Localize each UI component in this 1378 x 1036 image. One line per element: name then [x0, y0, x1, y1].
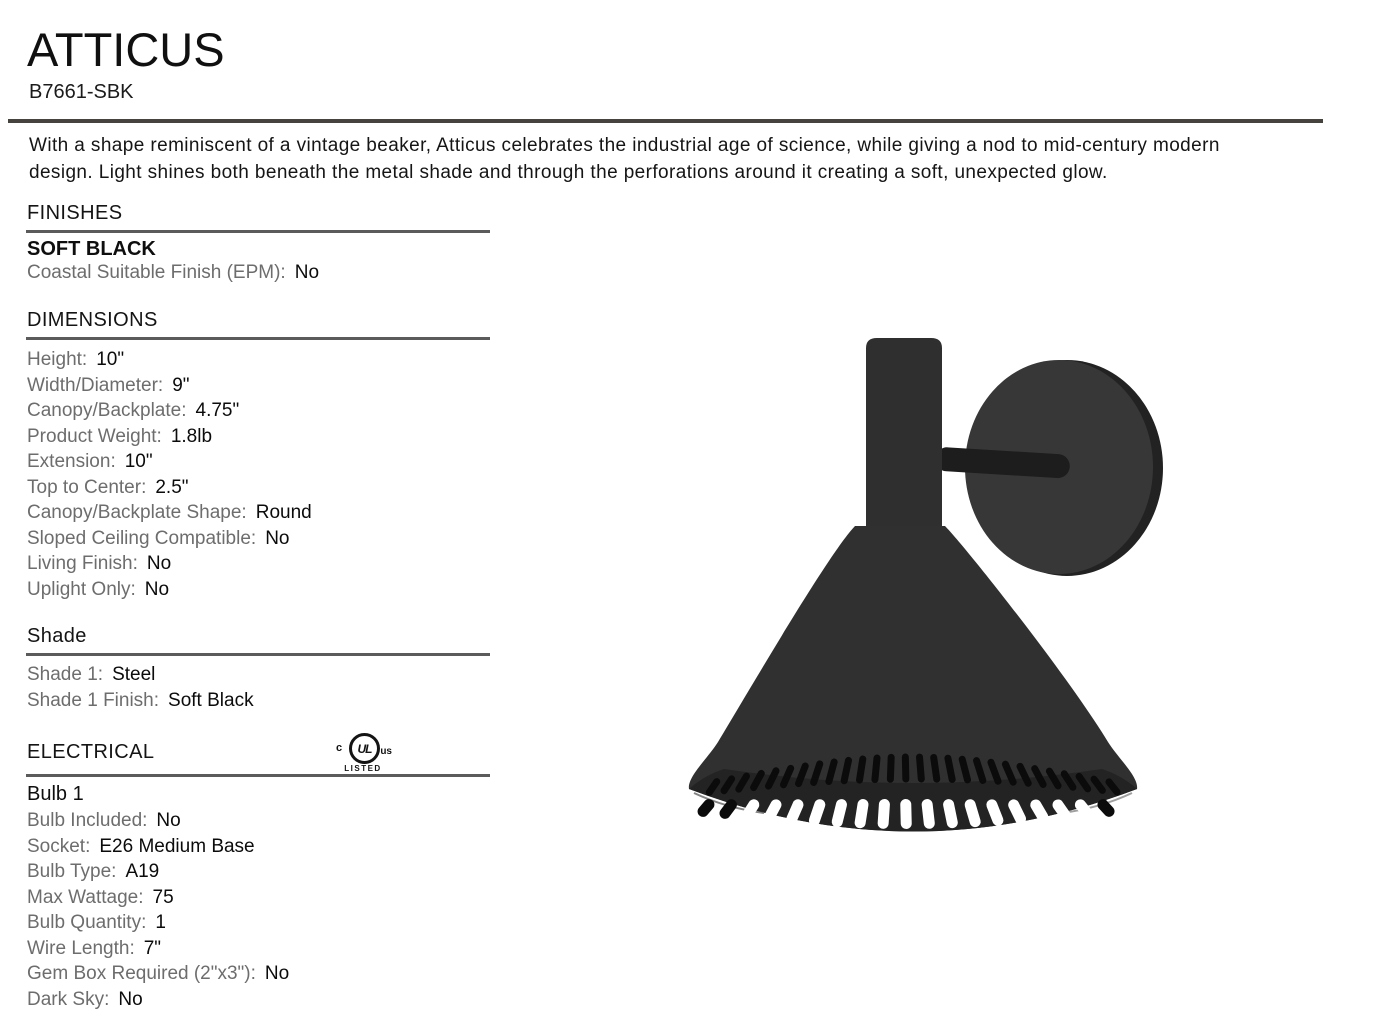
- spec-value: 75: [152, 886, 174, 908]
- product-image: [640, 300, 1210, 880]
- spec-value: No: [264, 963, 290, 984]
- spec-row: [27, 834, 507, 860]
- spec-label: Dark Sky:: [27, 988, 110, 1010]
- spec-label: Sloped Ceiling Compatible:: [27, 527, 257, 549]
- spec-value: No: [156, 810, 181, 831]
- description-line: With a shape reminiscent of a vintage beaker, Atticus celebrates the industrial age of science, while giving a nod to mid-century modern: [29, 135, 1220, 156]
- finish-name: SOFT BLACK: [27, 238, 156, 260]
- bulb-subheading: Bulb 1: [27, 783, 84, 805]
- spec-row: [27, 961, 507, 987]
- spec-row: [27, 885, 507, 911]
- ul-listed-caption: LISTED: [344, 764, 382, 773]
- spec-label: Max Wattage:: [27, 886, 144, 908]
- spec-label: Extension:: [27, 451, 116, 472]
- spec-row: [27, 373, 507, 399]
- ul-canada-mark: c: [336, 742, 343, 754]
- product-sku: B7661-SBK: [29, 81, 134, 103]
- spec-label: Gem Box Required (2"x3"):: [27, 963, 256, 984]
- spec-value: No: [144, 578, 170, 600]
- spec-value: Steel: [112, 664, 156, 685]
- spec-label: Bulb Included:: [27, 810, 148, 831]
- spec-label: Top to Center:: [27, 476, 147, 498]
- spec-row: [27, 526, 507, 552]
- spec-value: Soft Black: [168, 689, 254, 711]
- spec-value: No: [294, 262, 320, 283]
- spec-label: Bulb Type:: [27, 861, 117, 882]
- spec-row: [27, 260, 507, 286]
- spec-label: Canopy/Backplate Shape:: [27, 502, 247, 523]
- spec-value: No: [265, 527, 290, 549]
- spec-value: E26 Medium Base: [99, 835, 255, 857]
- spec-label: Uplight Only:: [27, 578, 136, 600]
- spec-label: Product Weight:: [27, 425, 162, 447]
- cul-us-listed-badge: [334, 733, 392, 777]
- spec-label: Living Finish:: [27, 553, 138, 574]
- spec-row: [27, 551, 507, 577]
- spec-row: [27, 662, 507, 688]
- spec-row: [27, 987, 507, 1013]
- spec-label: Height:: [27, 349, 88, 370]
- spec-row: [27, 859, 507, 885]
- spec-value: 9": [172, 374, 190, 396]
- spec-value: No: [118, 988, 143, 1010]
- spec-row: [27, 449, 507, 475]
- spec-value: 1: [155, 912, 166, 933]
- section-divider: [26, 337, 490, 340]
- spec-row: [27, 688, 507, 714]
- spec-value: 2.5": [155, 476, 189, 498]
- electrical-rows: [27, 808, 507, 1012]
- spec-value: 10": [96, 349, 125, 370]
- page-title: ATTICUS: [27, 23, 225, 76]
- section-heading-dimensions: DIMENSIONS: [27, 309, 158, 331]
- spec-label: Wire Length:: [27, 937, 135, 959]
- spec-row: [27, 808, 507, 834]
- spec-row: [27, 500, 507, 526]
- spec-label: Canopy/Backplate:: [27, 400, 187, 421]
- spec-row: [27, 910, 507, 936]
- ul-us-mark: us: [380, 746, 392, 757]
- spec-row: [27, 577, 507, 603]
- spec-row: [27, 475, 507, 501]
- spec-value: 1.8lb: [170, 425, 213, 447]
- section-divider: [26, 653, 490, 656]
- section-divider: [26, 230, 490, 233]
- header-divider: [8, 119, 1323, 123]
- spec-row: [27, 424, 507, 450]
- spec-label: Coastal Suitable Finish (EPM):: [27, 262, 286, 283]
- product-description: [29, 133, 1359, 186]
- spec-value: 10": [124, 451, 153, 472]
- section-heading-electrical: ELECTRICAL: [27, 741, 155, 763]
- spec-row: [27, 936, 507, 962]
- shade-rows: [27, 662, 507, 713]
- spec-label: Socket:: [27, 835, 91, 857]
- spec-value: Round: [255, 502, 312, 523]
- spec-label: Shade 1 Finish:: [27, 689, 160, 711]
- spec-row: [27, 398, 507, 424]
- spec-label: Shade 1:: [27, 664, 104, 685]
- section-divider: [26, 774, 490, 777]
- ul-logo-icon: UL: [349, 733, 380, 764]
- finishes-rows: [27, 260, 507, 286]
- spec-value: A19: [125, 861, 160, 882]
- section-heading-shade: Shade: [27, 625, 87, 647]
- spec-value: No: [146, 553, 172, 574]
- description-line: design. Light shines both beneath the metal shade and through the perforations around it creating a soft, unexpected glow.: [29, 161, 1108, 183]
- spec-label: Width/Diameter:: [27, 374, 164, 396]
- stem: [866, 338, 942, 532]
- spec-label: Bulb Quantity:: [27, 912, 147, 933]
- dimensions-rows: [27, 347, 507, 602]
- spec-row: [27, 347, 507, 373]
- spec-value: 4.75": [195, 400, 240, 421]
- spec-value: 7": [143, 937, 162, 959]
- section-heading-finishes: FINISHES: [27, 202, 123, 224]
